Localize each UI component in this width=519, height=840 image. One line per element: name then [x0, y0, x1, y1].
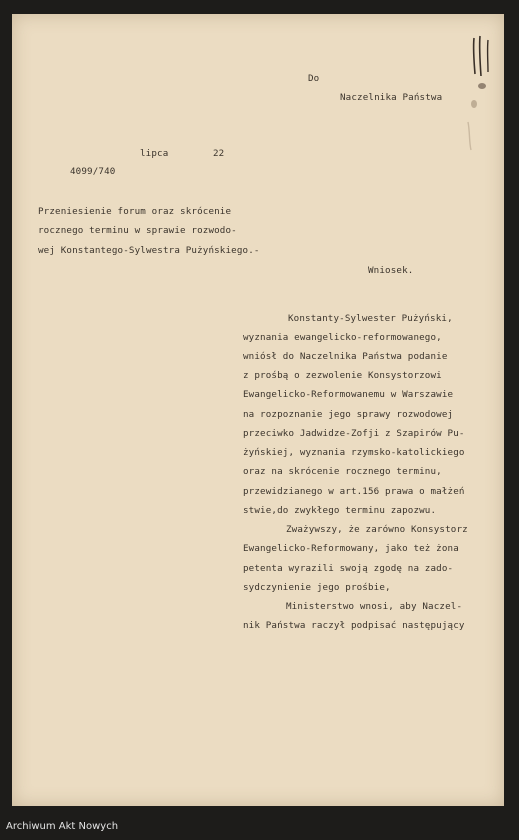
document-heading: Wniosek. — [368, 265, 414, 276]
body-line: stwie,do zwykłego terminu zapozwu. — [243, 505, 437, 516]
body-line: petenta wyrazili swoją zgodę na zado- — [243, 563, 454, 574]
body-line: nik Państwa raczył podpisać następujący — [243, 620, 465, 631]
body-line: przewidzianego w art.156 prawa o małżeń — [243, 486, 465, 497]
subject-line: wej Konstantego-Sylwestra Pużyńskiego.- — [38, 245, 260, 256]
body-line: wniósł do Naczelnika Państwa podanie — [243, 351, 448, 362]
body-line: przeciwko Jadwidze-Zofji z Szapirów Pu- — [243, 428, 465, 439]
body-line: na rozpoznanie jego sprawy rozwodowej — [243, 409, 454, 420]
subject-line: rocznego terminu w sprawie rozwodo- — [38, 225, 237, 236]
addressee: Naczelnika Państwa — [340, 92, 443, 103]
reference-number: 4099/740 — [70, 166, 116, 177]
body-line: Ewangelicko-Reformowany, jako też żona — [243, 543, 459, 554]
date-day: 22 — [213, 148, 225, 159]
body-line: z prośbą o zezwolenie Konsystorzowi — [243, 370, 442, 381]
body-line: sydczynienie jego prośbie, — [243, 582, 391, 593]
to-line: Do — [308, 73, 320, 84]
date-month: lipca — [140, 148, 169, 159]
subject-line: Przeniesienie forum oraz skrócenie — [38, 206, 232, 217]
body-line: Zważywszy, że zarówno Konsystorz — [286, 524, 468, 535]
archive-footer — [0, 814, 519, 840]
body-line: Konstanty-Sylwester Pużyński, — [288, 313, 453, 324]
body-line: wyznania ewangelicko-reformowanego, — [243, 332, 442, 343]
body-line: oraz na skrócenie rocznego terminu, — [243, 466, 442, 477]
handwritten-mark-icon — [460, 32, 504, 152]
archive-label: Archiwum Akt Nowych — [6, 821, 119, 832]
body-line: żyńskiej, wyznania rzymsko-katolickiego — [243, 447, 465, 458]
body-line: Ewangelicko-Reformowanemu w Warszawie — [243, 389, 454, 400]
body-line: Ministerstwo wnosi, aby Naczel- — [286, 601, 463, 612]
